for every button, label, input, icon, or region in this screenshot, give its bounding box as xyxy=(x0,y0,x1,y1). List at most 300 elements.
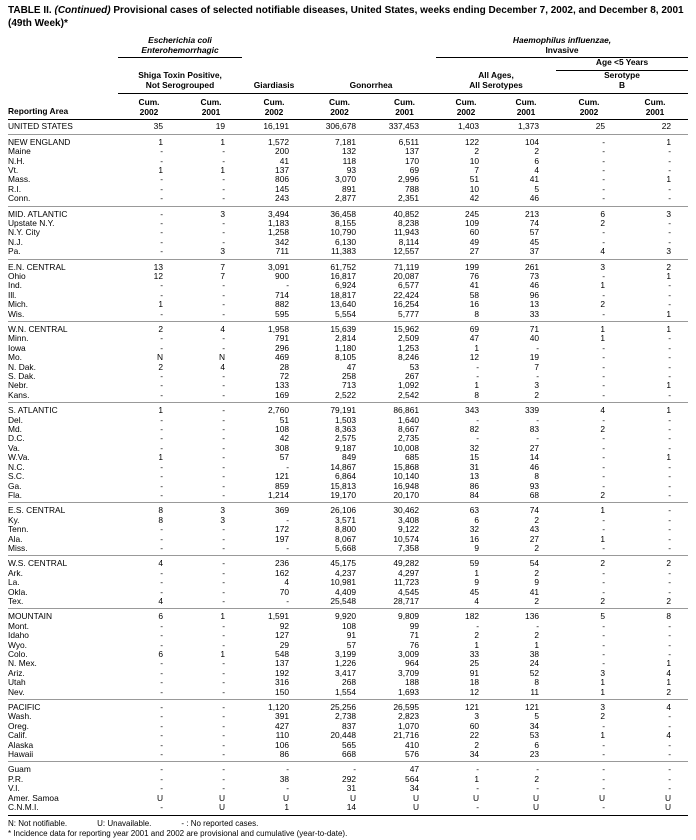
value-cell: 1 xyxy=(622,678,688,687)
value-cell: 9 xyxy=(496,578,556,587)
value-cell: 16,817 xyxy=(306,272,373,281)
value-cell: 2,522 xyxy=(306,391,373,403)
reporting-area-cell: La. xyxy=(8,578,118,587)
value-cell: - xyxy=(622,228,688,237)
reporting-area-cell: Ky. xyxy=(8,516,118,525)
value-cell: 8,114 xyxy=(373,238,436,247)
value-cell: 1,958 xyxy=(242,322,306,335)
value-cell: 8 xyxy=(436,391,496,403)
value-cell: - xyxy=(118,472,180,481)
value-cell: 1,503 xyxy=(306,416,373,425)
value-cell: 86,861 xyxy=(373,403,436,416)
value-cell: - xyxy=(180,578,242,587)
value-cell: 849 xyxy=(306,453,373,462)
reporting-area-cell: Wyo. xyxy=(8,641,118,650)
value-cell: 1,226 xyxy=(306,659,373,668)
value-cell: 10 xyxy=(436,185,496,194)
value-cell: - xyxy=(118,228,180,237)
reporting-area-cell: Ariz. xyxy=(8,669,118,678)
value-cell: 14,867 xyxy=(306,463,373,472)
value-cell: - xyxy=(622,157,688,166)
value-cell: 1,092 xyxy=(373,381,436,390)
value-cell: 71,119 xyxy=(373,259,436,272)
value-cell: - xyxy=(242,463,306,472)
value-cell: 4 xyxy=(496,166,556,175)
value-cell: 10 xyxy=(436,157,496,166)
value-cell: - xyxy=(436,622,496,631)
value-cell: - xyxy=(180,291,242,300)
value-cell: U xyxy=(242,794,306,803)
value-cell: 10,790 xyxy=(306,228,373,237)
value-cell: 2 xyxy=(622,556,688,569)
value-cell: 391 xyxy=(242,712,306,721)
value-cell: N xyxy=(118,353,180,362)
value-cell: - xyxy=(118,219,180,228)
value-cell: - xyxy=(436,434,496,443)
cum-year-header: Cum. 2002 xyxy=(556,94,622,120)
value-cell: - xyxy=(180,425,242,434)
value-cell: - xyxy=(180,391,242,403)
value-cell: 2,823 xyxy=(373,712,436,721)
table-group xyxy=(8,403,688,503)
value-cell: 4 xyxy=(118,597,180,609)
value-cell: - xyxy=(118,631,180,640)
value-cell: 133 xyxy=(242,381,306,390)
value-cell: - xyxy=(306,762,373,775)
reporting-area-cell: W.Va. xyxy=(8,453,118,462)
value-cell: 59 xyxy=(436,556,496,569)
table-title xyxy=(8,5,688,31)
value-cell: 4 xyxy=(436,597,496,609)
table-group xyxy=(8,134,688,206)
value-cell: 40 xyxy=(496,334,556,343)
value-cell: - xyxy=(496,784,556,793)
value-cell: - xyxy=(556,157,622,166)
reporting-area-cell: Oreg. xyxy=(8,722,118,731)
value-cell: - xyxy=(556,784,622,793)
value-cell: 9 xyxy=(436,544,496,556)
value-cell: 93 xyxy=(306,166,373,175)
value-cell: 1,180 xyxy=(306,344,373,353)
value-cell: 199 xyxy=(436,259,496,272)
value-cell: - xyxy=(118,622,180,631)
value-cell: - xyxy=(622,712,688,721)
value-cell: - xyxy=(622,641,688,650)
value-cell: - xyxy=(622,622,688,631)
value-cell: - xyxy=(118,659,180,668)
value-cell: 3,408 xyxy=(373,516,436,525)
value-cell: - xyxy=(496,416,556,425)
value-cell: 182 xyxy=(436,609,496,622)
value-cell: - xyxy=(242,784,306,793)
value-cell: 31 xyxy=(306,784,373,793)
value-cell: - xyxy=(118,803,180,815)
value-cell: 34 xyxy=(373,784,436,793)
value-cell: - xyxy=(118,147,180,156)
table-row xyxy=(8,503,688,516)
value-cell: - xyxy=(180,472,242,481)
age-under5-subheader: Age <5 Years xyxy=(556,58,688,71)
value-cell: - xyxy=(118,641,180,650)
value-cell: - xyxy=(242,544,306,556)
value-cell: 122 xyxy=(436,134,496,147)
value-cell: 27 xyxy=(436,247,496,259)
value-cell: - xyxy=(556,482,622,491)
ecoli-qualifier: Enterohemorrhagic xyxy=(141,45,218,55)
reporting-area-cell: UNITED STATES xyxy=(8,120,118,134)
value-cell: - xyxy=(622,525,688,534)
value-cell: 34 xyxy=(436,750,496,762)
value-cell: - xyxy=(118,722,180,731)
value-cell: 79,191 xyxy=(306,403,373,416)
value-cell: - xyxy=(118,206,180,219)
value-cell: 18,817 xyxy=(306,291,373,300)
value-cell: 49 xyxy=(436,238,496,247)
value-cell: U xyxy=(180,794,242,803)
value-cell: - xyxy=(118,741,180,750)
value-cell: 2 xyxy=(496,775,556,784)
value-cell: 14 xyxy=(496,453,556,462)
value-cell: 69 xyxy=(373,166,436,175)
value-cell: - xyxy=(118,784,180,793)
value-cell: - xyxy=(118,344,180,353)
value-cell: - xyxy=(556,434,622,443)
value-cell: - xyxy=(556,238,622,247)
value-cell: 4 xyxy=(622,700,688,713)
value-cell: 5,554 xyxy=(306,310,373,322)
table-row xyxy=(8,556,688,569)
table-row xyxy=(8,310,688,322)
value-cell: 1 xyxy=(556,678,622,687)
value-cell: 2 xyxy=(436,741,496,750)
value-cell: - xyxy=(118,157,180,166)
value-cell: - xyxy=(180,688,242,700)
value-cell: - xyxy=(118,491,180,503)
ecoli-group-header xyxy=(118,36,242,58)
reporting-area-cell: NEW ENGLAND xyxy=(8,134,118,147)
value-cell: - xyxy=(556,775,622,784)
value-cell: 1,253 xyxy=(373,344,436,353)
reporting-area-cell: Idaho xyxy=(8,631,118,640)
value-cell: 1 xyxy=(556,688,622,700)
value-cell: 33 xyxy=(496,310,556,322)
value-cell: - xyxy=(622,344,688,353)
value-cell: - xyxy=(180,434,242,443)
value-cell: 46 xyxy=(496,194,556,206)
value-cell: 47 xyxy=(373,762,436,775)
reporting-area-cell: Vt. xyxy=(8,166,118,175)
value-cell: 6,130 xyxy=(306,238,373,247)
reporting-area-cell: PACIFIC xyxy=(8,700,118,713)
value-cell: - xyxy=(180,784,242,793)
value-cell: U xyxy=(180,803,242,815)
value-cell: - xyxy=(118,482,180,491)
table-group xyxy=(8,609,688,700)
value-cell: 6,924 xyxy=(306,281,373,290)
value-cell: 63 xyxy=(436,503,496,516)
value-cell: 121 xyxy=(242,472,306,481)
value-cell: 13 xyxy=(436,472,496,481)
value-cell: 3 xyxy=(180,516,242,525)
value-cell: 45 xyxy=(436,588,496,597)
shiga-subheader: Shiga Toxin Positive, Not Serogrouped xyxy=(118,58,242,94)
value-cell: 1 xyxy=(622,322,688,335)
value-cell: U xyxy=(373,803,436,815)
value-cell: 127 xyxy=(242,631,306,640)
serotype-b-subheader: Serotype B xyxy=(556,71,688,94)
value-cell: 4,237 xyxy=(306,569,373,578)
value-cell: 41 xyxy=(242,157,306,166)
value-cell: 213 xyxy=(496,206,556,219)
value-cell: 28 xyxy=(242,363,306,372)
value-cell: 2 xyxy=(118,322,180,335)
value-cell: - xyxy=(556,175,622,184)
value-cell: 296 xyxy=(242,344,306,353)
value-cell: - xyxy=(496,344,556,353)
value-cell: - xyxy=(118,700,180,713)
value-cell: - xyxy=(556,453,622,462)
reporting-area-cell: Mo. xyxy=(8,353,118,362)
value-cell: - xyxy=(180,556,242,569)
value-cell: 16,948 xyxy=(373,482,436,491)
value-cell: - xyxy=(180,544,242,556)
value-cell: 3 xyxy=(180,503,242,516)
value-cell: 6 xyxy=(496,157,556,166)
value-cell: - xyxy=(556,416,622,425)
value-cell: 45 xyxy=(496,238,556,247)
table-row xyxy=(8,403,688,416)
table-row xyxy=(8,688,688,700)
reporting-area-cell: N. Mex. xyxy=(8,659,118,668)
table-group xyxy=(8,120,688,134)
table-group xyxy=(8,259,688,321)
value-cell: 46 xyxy=(496,463,556,472)
value-cell: 1,554 xyxy=(306,688,373,700)
value-cell: 11,383 xyxy=(306,247,373,259)
value-cell: 4 xyxy=(622,731,688,740)
value-cell: 1 xyxy=(118,166,180,175)
value-cell: 42 xyxy=(242,434,306,443)
table-group xyxy=(8,556,688,609)
reporting-area-cell: P.R. xyxy=(8,775,118,784)
value-cell: 4 xyxy=(242,578,306,587)
value-cell: 342 xyxy=(242,238,306,247)
value-cell: - xyxy=(118,578,180,587)
value-cell: 1 xyxy=(556,334,622,343)
value-cell: 3,091 xyxy=(242,259,306,272)
reporting-area-cell: Wis. xyxy=(8,310,118,322)
value-cell: 137 xyxy=(373,147,436,156)
reporting-area-cell: Pa. xyxy=(8,247,118,259)
value-cell: 339 xyxy=(496,403,556,416)
reporting-area-cell: Miss. xyxy=(8,544,118,556)
value-cell: 1 xyxy=(242,803,306,815)
value-cell: 121 xyxy=(436,700,496,713)
value-cell: 68 xyxy=(496,491,556,503)
reporting-area-cell: Mont. xyxy=(8,622,118,631)
value-cell: 8,238 xyxy=(373,219,436,228)
value-cell: 4,297 xyxy=(373,569,436,578)
value-cell: 5,777 xyxy=(373,310,436,322)
value-cell: - xyxy=(622,363,688,372)
value-cell: 714 xyxy=(242,291,306,300)
value-cell: - xyxy=(556,353,622,362)
value-cell: - xyxy=(180,712,242,721)
table-group xyxy=(8,503,688,556)
value-cell: - xyxy=(622,291,688,300)
value-cell: - xyxy=(180,750,242,762)
value-cell: 33 xyxy=(436,650,496,659)
value-cell: - xyxy=(556,381,622,390)
value-cell: 10,008 xyxy=(373,444,436,453)
value-cell: 1 xyxy=(180,650,242,659)
cum-year-header: Cum. 2002 xyxy=(436,94,496,120)
reporting-area-cell: Okla. xyxy=(8,588,118,597)
value-cell: 121 xyxy=(496,700,556,713)
value-cell: - xyxy=(118,750,180,762)
reporting-area-cell: Guam xyxy=(8,762,118,775)
value-cell: 9,187 xyxy=(306,444,373,453)
value-cell: - xyxy=(436,803,496,815)
value-cell: 25 xyxy=(556,120,622,134)
value-cell: 2 xyxy=(556,491,622,503)
value-cell: - xyxy=(556,803,622,815)
value-cell: - xyxy=(622,147,688,156)
value-cell: - xyxy=(556,134,622,147)
reporting-area-cell: Nebr. xyxy=(8,381,118,390)
value-cell: - xyxy=(496,762,556,775)
value-cell: 7,181 xyxy=(306,134,373,147)
value-cell: - xyxy=(118,194,180,206)
reporting-area-cell: Ohio xyxy=(8,272,118,281)
value-cell: 3,199 xyxy=(306,650,373,659)
value-cell: - xyxy=(622,434,688,443)
value-cell: 86 xyxy=(242,750,306,762)
value-cell: 9,920 xyxy=(306,609,373,622)
value-cell: 2 xyxy=(556,425,622,434)
value-cell: - xyxy=(556,147,622,156)
value-cell: 1 xyxy=(118,453,180,462)
value-cell: - xyxy=(622,516,688,525)
value-cell: - xyxy=(180,775,242,784)
value-cell: - xyxy=(118,416,180,425)
value-cell: - xyxy=(556,762,622,775)
value-cell: 6,864 xyxy=(306,472,373,481)
value-cell: 713 xyxy=(306,381,373,390)
value-cell: 1 xyxy=(556,535,622,544)
value-cell: 3 xyxy=(496,381,556,390)
value-cell: 12,557 xyxy=(373,247,436,259)
value-cell: 13 xyxy=(496,300,556,309)
value-cell: - xyxy=(118,185,180,194)
value-cell: 19 xyxy=(180,120,242,134)
reporting-area-cell: Kans. xyxy=(8,391,118,403)
value-cell: - xyxy=(622,631,688,640)
value-cell: - xyxy=(180,281,242,290)
reporting-area-cell: Ga. xyxy=(8,482,118,491)
value-cell: 86 xyxy=(436,482,496,491)
reporting-area-cell: V.I. xyxy=(8,784,118,793)
value-cell: 22 xyxy=(436,731,496,740)
value-cell: - xyxy=(180,731,242,740)
value-cell: 6 xyxy=(118,650,180,659)
reporting-area-cell: E.N. CENTRAL xyxy=(8,259,118,272)
value-cell: 1 xyxy=(556,731,622,740)
value-cell: 8 xyxy=(496,678,556,687)
value-cell: 15,639 xyxy=(306,322,373,335)
value-cell: 2 xyxy=(556,219,622,228)
value-cell: 6 xyxy=(436,516,496,525)
value-cell: 337,453 xyxy=(373,120,436,134)
value-cell: - xyxy=(118,391,180,403)
value-cell: 74 xyxy=(496,219,556,228)
value-cell: 1,120 xyxy=(242,700,306,713)
value-cell: 267 xyxy=(373,372,436,381)
value-cell: 3,009 xyxy=(373,650,436,659)
value-cell: 1 xyxy=(118,300,180,309)
table-row xyxy=(8,803,688,815)
value-cell: 4,409 xyxy=(306,588,373,597)
table-group xyxy=(8,322,688,403)
value-cell: 108 xyxy=(242,425,306,434)
value-cell: 1,258 xyxy=(242,228,306,237)
value-cell: - xyxy=(436,372,496,381)
reporting-area-cell: Va. xyxy=(8,444,118,453)
value-cell: 1 xyxy=(436,344,496,353)
value-cell: 76 xyxy=(436,272,496,281)
value-cell: 245 xyxy=(436,206,496,219)
value-cell: 192 xyxy=(242,669,306,678)
value-cell: 8,667 xyxy=(373,425,436,434)
value-cell: - xyxy=(556,741,622,750)
value-cell: 1 xyxy=(496,641,556,650)
value-cell: 3,417 xyxy=(306,669,373,678)
value-cell: 1,183 xyxy=(242,219,306,228)
value-cell: 2 xyxy=(622,259,688,272)
reporting-area-cell: Mass. xyxy=(8,175,118,184)
value-cell: - xyxy=(436,784,496,793)
value-cell: 22,424 xyxy=(373,291,436,300)
value-cell: 306,678 xyxy=(306,120,373,134)
value-cell: - xyxy=(496,622,556,631)
value-cell: 84 xyxy=(436,491,496,503)
value-cell: U xyxy=(436,794,496,803)
value-cell: - xyxy=(622,391,688,403)
reporting-area-cell: D.C. xyxy=(8,434,118,443)
value-cell: - xyxy=(180,453,242,462)
value-cell: 71 xyxy=(373,631,436,640)
value-cell: 1,070 xyxy=(373,722,436,731)
footnote-no-cases: - : No reported cases. xyxy=(181,819,258,828)
value-cell: 3 xyxy=(180,206,242,219)
value-cell: 2,738 xyxy=(306,712,373,721)
value-cell: - xyxy=(556,472,622,481)
reporting-area-cell: Tenn. xyxy=(8,525,118,534)
value-cell: - xyxy=(118,588,180,597)
value-cell: 1 xyxy=(622,453,688,462)
value-cell: - xyxy=(556,194,622,206)
value-cell: 9,122 xyxy=(373,525,436,534)
value-cell: 188 xyxy=(373,678,436,687)
value-cell: 18 xyxy=(436,678,496,687)
reporting-area-cell: Amer. Samoa xyxy=(8,794,118,803)
value-cell: 2 xyxy=(496,391,556,403)
value-cell: 4 xyxy=(622,669,688,678)
value-cell: 150 xyxy=(242,688,306,700)
value-cell: 1 xyxy=(436,381,496,390)
value-cell: 1 xyxy=(622,310,688,322)
reporting-area-cell: Iowa xyxy=(8,344,118,353)
